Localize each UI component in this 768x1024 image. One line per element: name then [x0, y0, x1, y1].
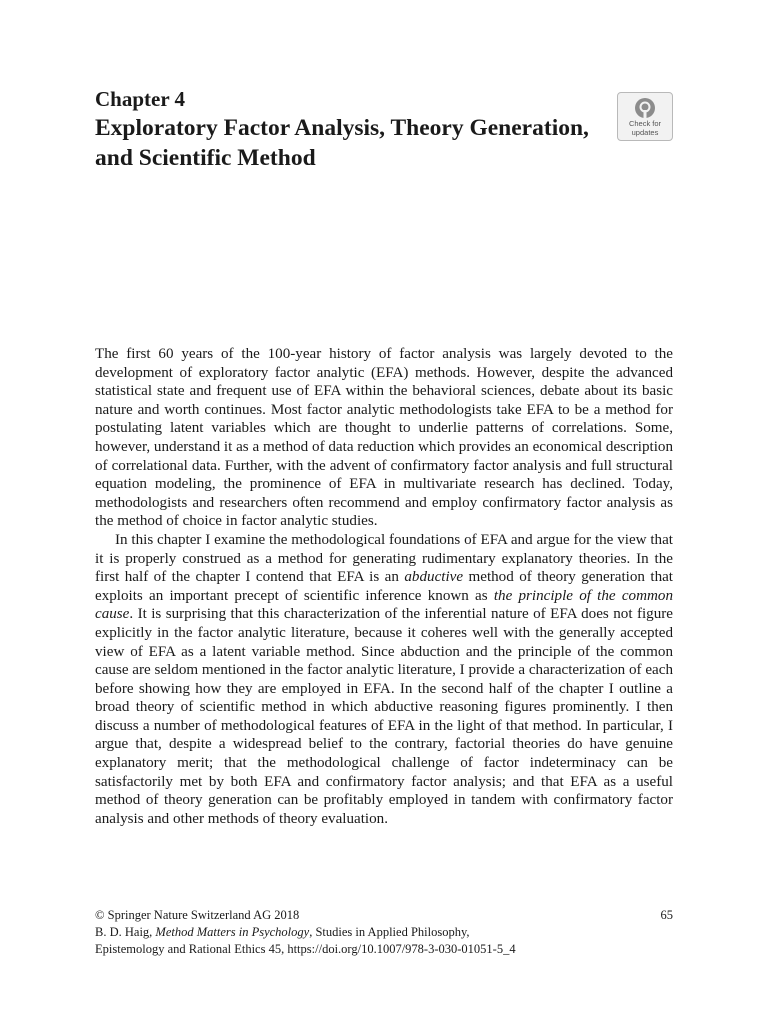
- check-for-updates-badge[interactable]: [617, 92, 673, 141]
- emphasis-common-cause: the principle of the common cause: [95, 587, 673, 623]
- paragraph-2-part-a: In this chapter I examine the methodological foundations of EFA and argue for the view that it is properly construed as a method for generating rudimentary explanatory theories. In the first half of the chapter I contend that EFA is an: [95, 531, 673, 586]
- citation-author: B. D. Haig,: [95, 925, 156, 939]
- emphasis-abductive: abductive: [404, 569, 464, 586]
- citation-line-3[interactable]: Epistemology and Rational Ethics 45, https://doi.org/10.1007/978-3-030-01051-5_4: [95, 942, 516, 956]
- footer: [95, 907, 673, 958]
- paragraph-2: [95, 531, 673, 829]
- crossmark-icon: [634, 97, 656, 119]
- citation-line-2: [95, 924, 673, 941]
- paragraph-2-part-c: . It is surprising that this characterization of the inferential nature of EFA does not figure explicitly in the factor analytic literature, because it coheres well with the generally accepted view of EFA as a latent variable method. Since abduction and the principle of the common cause are seldom mentioned in the factor analytic literature, I provide a characterization of each before showing how they are employed in EFA. In the second half of the chapter I outline a broad theory of scientific method in which abductive reasoning figures prominently. I then discuss a number of methodological features of EFA in the light of that method. In particular, I argue that, despite a widespread belief to the contrary, factorial theories do have genuine explanatory merit; that the methodological challenge of factor indeterminacy can be satisfactorily met by both EFA and confirmatory factor analysis; and that EFA as a useful method of theory generation can be profitably employed in tandem with confirmatory factor analysis and other methods of theory evaluation.: [95, 606, 673, 827]
- paragraph-2-part-b: method of theory generation that exploits an important precept of scientific inference known as: [95, 569, 674, 604]
- badge-line2: updates: [631, 128, 659, 137]
- chapter-title: Exploratory Factor Analysis, Theory Generation, and Scientific Method: [95, 115, 589, 171]
- copyright-line: © Springer Nature Switzerland AG 2018: [95, 908, 300, 922]
- page-number: 65: [660, 908, 673, 922]
- body-text: [95, 345, 673, 828]
- badge-line1: Check for: [628, 119, 662, 128]
- citation-book-title: Method Matters in Psychology: [155, 925, 310, 939]
- citation-series: , Studies in Applied Philosophy,: [309, 925, 470, 939]
- paragraph-1: The first 60 years of the 100-year history of factor analysis was largely devoted to the development of exploratory factor analytic (EFA) methods. However, despite the advanced statistical state and frequent use of EFA within the behavioral sciences, debate about its basic nature and worth continues. Most factor analytic methodologists take EFA to be a method for postulating latent variables which are thought to underlie patterns of correlations. Some, however, understand it as a method of data reduction which provides an economical description of correlational data. Further, with the advent of confirmatory factor analysis and full structural equation modeling, the prominence of EFA in multivariate research has declined. Today, methodologists and researchers often recommend and employ confirmatory factor analysis as the method of choice in factor analytic studies.: [95, 346, 673, 530]
- chapter-label: Chapter 4: [95, 87, 186, 111]
